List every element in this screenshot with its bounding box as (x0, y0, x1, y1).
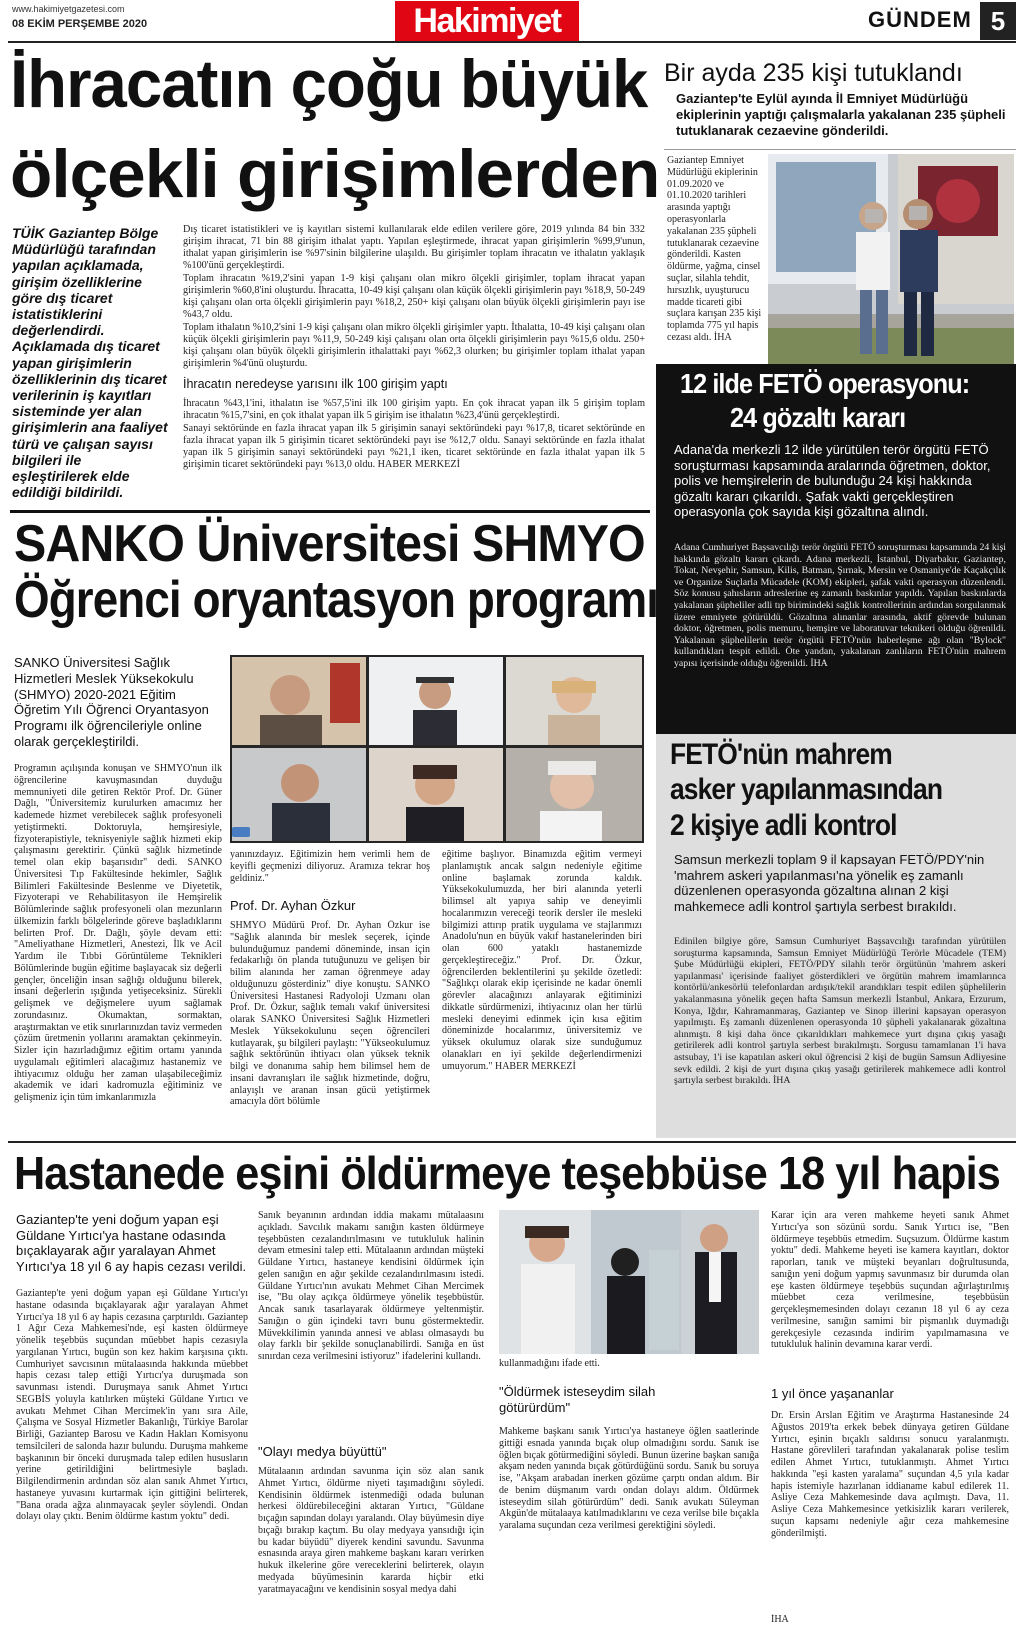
sidebar1-body: Gaziantep Emniyet Müdürlüğü ekiplerinin 01.09.2020 ve 01.10.2020 tarihleri arasında yaptığı operasyonlarla yakalanan 235 şüpheli tutuklanarak cezaevine gönderildi. Kasten öldürme, yağma, cinsel suçlar, silahla tehdit, hırsızlık, uyuşturucu madde ticareti gibi suçlara karışan 235 kişi toplamda 775 yıl hapis cezası aldı. İHA (667, 155, 762, 343)
sidebar1-rule (664, 149, 1016, 150)
article2-title-line2: Öğrenci oryantasyon programı (14, 571, 659, 629)
header-rule (8, 41, 1016, 43)
article3-subhead3: 1 yıl önce yaşananlar (771, 1386, 894, 1401)
sidebar3-box (656, 734, 1016, 1138)
article-divider (10, 510, 650, 513)
article1-paragraph: Toplam ithalatın %10,2'sini 1-9 kişi çalışanı olan mikro ölçekli girişimler yaptı. İthalatta, 10-49 kişi çalışanı olan küçük ölçekli girişimlerin payı %11,9, 50-249 kişi çalışanı olan orta ölçekli girişimlerin payı %15,6 oldu. 250+ kişi çalışanı olan büyük ölçekli girişimlerin ithalattaki payı %62,3 olurken; bu girişimler toplam ithalat yapan girişimlerin %4'ünü oluşturdu. (183, 322, 645, 369)
article3-lead: Gaziantep'te yeni doğum yapan eşi Güldane Yırtıcı'ya hastane odasında bıçaklayarak ağır yaralayan Ahmet Yırtıcı'ya 18 yıl 6 ay hapis cezası verildi. (16, 1212, 247, 1274)
article2-col3: eğitime başlıyor. Binamızda eğitim vermeyi planlamıştık ancak salgın nedeniyle eğitime online başlamak zorunda kaldık. Yüksekokulumuzda, her biri alanında yeterli bilimsel alt yapıya sahip ve deneyimli hocalarımızın vereceği teorik dersler ile mesleki bilgimizi attırıp pratik uygulama ve stajlarımızı Anadolu'nun en büyük vakıf hastanelerinden biri olan 600 yataklı hastanemizde gerçekleştireceğiz." Prof. Dr. Özkur, öğrencilerden beklentilerini şu şekilde özetledi: "Sağlıkçı olarak ekip içerisinde ne kadar önemli görevler alacağınızı anlayarak eğitiminizi dikkatle sürdürmenizi, ihtiyacınız olan her türlü mesleki deneyimi edinmek için kısa eğitim döneminizde hocalarımız, üniversitemiz ve yüksek okulumuz olarak size sunduğumuz olanakları en iyi şekilde değerlendirmenizi umuyorum." HABER MERKEZİ (442, 849, 642, 1072)
sidebar3-title-line2: asker yapılanmasından (670, 773, 943, 806)
sidebar1-title: Bir ayda 235 kişi tutuklandı (664, 59, 963, 87)
sidebar2-title-line2: 24 gözaltı kararı (730, 402, 906, 433)
article1-subhead: İhracatın neredeyse yarısını ilk 100 girişim yaptı (183, 377, 448, 391)
page-number: 5 (980, 2, 1016, 40)
article3-col3b: Mahkeme başkanı sanık Yırtıcı'ya hastaneye öğlen saatlerinde gittiği esnada yanında bıçak olup olmadığını sordu. Sanık ise öğlen bıçak götürmediğini söyledi. Bunun üzerine başkan sanığa akşam neden yanında bıçak götürdüğünü sordu. Sanık bu soruya ise, "Akşam arabadan inerken gözüme çarptı ondan aldım. Bir de benim düşmanım vardı ondan dolayı aldım. Öldürmek isteseydim silah götürürdüm" dedi. Sanık avukatı Süleyman Akgün'de mütalaaya katılmadıklarını ve ceza verilse bile bıçakla yaralama suçundan ceza verilmesi gerektiğini söyledi. (499, 1426, 759, 1531)
article3-col4a: Karar için ara veren mahkeme heyeti sanık Ahmet Yırtıcı'ya son sözünü sordu. Sanık Yırtıcı ise, "Ben öldürmeye teşebbüs etmedim. Suçsuzum. Öldürme kastım yoktu" dedi. Mahkeme heyeti ise kamera kayıtları, doktor raporları, tanık ve müşteki beyanları doğrultusunda, sanığın yeni doğum yapmış savunmasız bir durumda olan eşe kasten öldürmeye teşebbüs suçundan ağırlaştırılmış müebbet ceza verilmesine, teşebbüsün gerçekleşmemesinden dolayı cezanın 18 yıl 6 ay ceza verilmesine, sanığın samimi bir pişmanlık duymadığı gerekçesiyle cezasında indirim yapılmamasına ve tutukluluk halinin devamına karar verdi. (771, 1210, 1009, 1351)
sidebar1-photo[interactable] (768, 154, 1014, 368)
sidebar2-body: Adana Cumhuriyet Başsavcılığı terör örgütü FETÖ soruşturması kapsamında 24 kişi hakkında gözaltı kararı çıkardı. Adana merkezli, İstanbul, Diyarbakır, Gaziantep, Tokat, Nevşehir, Samsun, Kilis, Batman, Şırnak, Mersin ve Osmaniye'de Kaçakçılık ve Organize Suçlarla Mücadele (KOM) ekipleri, şafak vakti operasyon düzenlendi. Söz konusu şahısların adreslerine eş zamanlı baskınlar yapıldı. Yapılan baskınlarda yakalanan şüpheliler adli tıp birimindeki sağlık kontrollerinin ardından sorgulanmak üzere emniyete götürüldü. Gözaltına alınanlar arasında, aktif görevde bulunan doktor, öğretmen, polis memuru, hemşire ve laboratuvar teknikeri olduğu öğrenildi. Yakalanan şüphelilerin terör örgütü FETÖ'nün haberleşme ağı olan "Bylock" kullandıkları tespit edildi. Öte yandan, yakalanan zanlıların FETÖ'nün mahrem yapısı içerisinde olduğu öğrenildi. İHA (674, 542, 1006, 669)
article2-col2b: SHMYO Müdürü Prof. Dr. Ayhan Özkur ise "Sağlık alanında bir meslek seçerek, içinde bulunduğumuz pandemi döneminde, insan için fedakarlığı ön planda tutuğunuzu ve gelişen bir bilim alanında her zaman öğrenmeye aday olduğunuzu gösterdiniz" diye konuştu. SANKO Üniversitesi Hastanesi Radyoloji Uzmanı olan Prof. Dr. Özkur, sağlık temalı vakıf üniversitesi olarak SANKO Üniversitesi Sağlık Hizmetleri Meslek Yüksekokulunu seçen öğrencileri kutlayarak, şu bilgileri paylaştı: "Yükseokulumuz sağlık sektörünün ihtiyacı olan yüksek teknik bilgi ve donanıma sahip hem bilimsel hem de insani davranışları ile sağlık hizmetinde, doğru, anlayışlı ve aranan insan gücü yetiştirmek amacıyla dört bölümle (230, 920, 430, 1108)
article3-agency: İHA (771, 1614, 789, 1625)
newspaper-logo[interactable]: Hakimiyet (395, 1, 579, 41)
article1-paragraph: Toplam ihracatın %19,2'sini yapan 1-9 kişi çalışanı olan mikro ölçekli girişimler, toplam ihracat yapan girişimlerin %60,8'ini oluşturdu. İhracatta, 10-49 kişi çalışanı olan küçük ölçekli girişimlerin payı %18,9, 50-249 kişi çalışanı olan orta ölçekli girişimlerin payı %18,2, 250+ kişi çalışanı olan büyük ölçekli girişimlerin payı ise %43,7 oldu. (183, 273, 645, 320)
article3-col3a: kullanmadığını ifade etti. (499, 1358, 600, 1369)
section-label: GÜNDEM (868, 7, 972, 32)
article1-body (183, 224, 645, 499)
article3-col2a: Sanık beyanının ardından iddia makamı mütalaasını açıkladı. Savcılık makamı sanığın kasten öldürmeye teşebbüsten cezalandırılmasını ve tutukluluk halinin devam etmesini talep etti. Mütalaanın ardından müşteki Güldane Yırtıcı, hastaneye kendisini öldürmek için gelen sanığın en ağır şekilde cezalandırılmasını istedi. Güldane Yırtıcı'nın avukatı Mehmet Cihan Mercimek ise, "Bu olay açıkça öldürmeye yönelik teşebbüstür. Ancak sanık tasarlayarak öldürmeye yeltenmiştir. Sanığın o gün içindeki tavrı bunu göstermektedir. Müvekkilimin yanında annesi ve ablası olmasaydı bu olay farklı bir şekilde sonuçlanabilirdi. Sanığa en üst sınırdan ceza verilmesini istiyoruz" ifadelerini kullandı. (258, 1210, 484, 1362)
sidebar3-title-line3: 2 kişiye adli kontrol (670, 809, 897, 842)
sidebar3-title-line1: FETÖ'nün mahrem (670, 738, 892, 771)
article3-subhead2: "Öldürmek isteseydim silah götürürdüm" (499, 1384, 656, 1415)
article3-subhead1: "Olayı medya büyüttü" (258, 1444, 387, 1459)
article2-lead: SANKO Üniversitesi Sağlık Hizmetleri Meslek Yüksekokulu (SHMYO) 2020-2021 Eğitim Öğretim Yılı Öğrenci Oryantasyon Programı ilk öğrencileriyle online olarak gerçekleştirildi. (14, 655, 209, 749)
article3-col4b: Dr. Ersin Arslan Eğitim ve Araştırma Hastanesinde 24 Ağustos 2019'ta erkek bebek dünyaya getiren Güldane Yırtıcı, eşinin bıçaklı saldırısı sonucu yaralanmıştı. Hastane görevlileri tarafından yakalanarak polise teslim edilen Ahmet Yırtıcı, tutuklanmıştı. Ahmet Yırtıcı hakkında "eşi kasten yaralama" suçundan 4,5 yıla kadar hapis istemiyle hazırlanan iddianame kabul edilerek 11. Asliye Ceza Mahkemesinde dava açılmıştı. Dava, 11. Asliye Ceza Mahkemesince yetkisizlik kararı verilerek, suçun kapsamı nedeniyle ağır ceza mahkemesine gönderilmişti. (771, 1410, 1009, 1539)
article3-court-photo[interactable] (499, 1210, 759, 1354)
article2-col2a: yanınızdayız. Eğitimizin hem verimli hem de keyifli geçmenizi diliyoruz. Aramıza tekrar hoş geldiniz." (230, 849, 430, 884)
article1-paragraph: Sanayi sektöründe en fazla ihracat yapan ilk 5 girişimin sanayi sektöründeki payı %17,8, ticaret sektöründe en fazla ihracat yapan ilk 5 girişimin ticaret sektöründeki payı ise %12,7 oldu. Sanayi sektöründe en fazla ithalat yapan ilk 5 girişimin sanayi sektöründeki payı %21,1 iken, ticaret sektöründe en fazla ithalat yapan ilk 5 girişimin ticaret sektöründeki payı %13,0 oldu. HABER MERKEZİ (183, 423, 645, 470)
article1-lead: TÜİK Gaziantep Bölge Müdürlüğü tarafından yapılan açıklamada, girişim özelliklerine göre dış ticaret istatistiklerini değerlendirdi. Açıklamada dış ticaret yapan girişimlerin özelliklerinin dış ticaret verilerinin iş kayıtları sisteminde yer alan girişimlerin ana faaliyet türü ve çalışan sayısı bilgileri ile eşleştirilerek elde edildiği bildirildi. (12, 225, 168, 500)
sidebar3-body: Edinilen bilgiye göre, Samsun Cumhuriyet Başsavcılığı tarafından yürütülen soruşturma kapsamında, Samsun Emniyet Müdürlüğü Terörle Mücadele (TEM) Şube Müdürlüğü ekipleri, FETÖ/PDY silahlı terör örgütünün 'mahrem askeri yapılanması' içerisinde faaliyet gösterdikleri ve örgütün mahrem imamlarınca kontörlü/ankesörlü telefonlardan ardışık/tekil arandıkları tespit edilen şüphelilerin yakalanmasına yönelik geçen hafta Samsun merkezli İstanbul, Ankara, Erzurum, Konya, Iğdır, Kahramanmaraş, Gaziantep ve Sinop illerini kapsayan operasyon yapılmıştı. Eş zamanlı düzenlenen operasyonda 10 şüpheli yakalanarak gözaltına alınmıştı. 8 kişi daha önce çıkarıldıkları mahkemece yurt dışına çıkış yasağı getirilerek adli kontrol şartıyla serbest bırakılmıştı. Sorgusu tamamlanan 1'i hava astsubay, 1'i ise kapatılan askeri okul öğrencisi 2 kişi de bugün Samsun Adliyesine sevk edildi. 2 kişi de yurt dışına çıkış yasağı getirilerek mahkemece adli kontrol şartıyla serbest bırakıldı. İHA (674, 936, 1006, 1087)
issue-date: 08 EKİM PERŞEMBE 2020 (12, 18, 148, 30)
article1-title-line2: ölçekli girişimlerden (10, 136, 660, 212)
police-arrest-photo-image (768, 154, 1014, 368)
article2-col1: Programın açılışında konuşan ve SHMYO'nun ilk öğrencilerine kavuşmasından duyduğu memnuniyeti dile getiren Rektör Prof. Dr. Güner Dağlı, "Üniversitemiz kurulurken amacımız her kademede hizmet verebilecek sağlık profesyoneli yetiştirmekti. Doktoruyla, hemşiresiyle, fizyoterapistiyle, teknisyeniyle sağlık hizmeti ekip çalışmasını gerektirir. Çünkü sağlık hizmetinde temel olan ekip başarısıdır" dedi. SANKO Üniversitesi Tıp Fakültesinde hekimler, Sağlık Bilimleri Fakültesinde Beslenme ve Diyetetik, Fizyoterapi ve Rehabilitasyon ile Hemşirelik Bölümlerinde sağlık profesyoneli olan mezunların ülkemizin farklı bölgelerinde göreve başladıklarını belirten Prof. Dr. Dağlı, şöyle devam etti: "Ameliyathane Hizmetleri, Anestezi, İlk ve Acil Yardım ile Tıbbi Görüntüleme Teknikleri Bölümlerinde bugün eğitime başlayacak siz değerli gençler, önceliğin insan sağlığı olduğunu bilerek, insani değerlerin ışığında yetişeceksiniz. Sürekli gelişmek ve değişmelere uyum sağlamak zorundasınız. Okumaktan, sormaktan, araştırmaktan ve etik sınırlarınızdan taviz vermeden çözüm üretmenin yollarını aramaktan çekinmeyin. Sizler için hazırladığımız eğitim ortamı yanında uygulamalı eğitimleri alacağımız hastanemiz ve ihtiyacımız olduğu her zaman ulaşabileceğimiz akademik ve idari kadromuzla eğitiminiz ve gelişmeniz için tüm imkanlarımızla (14, 763, 222, 1103)
sidebar2-body-area (656, 436, 1016, 734)
article1-paragraph: İhracatın %43,1'ini, ithalatın ise %57,5'ini ilk 100 girişim yaptı. En çok ihracat yapan ilk 5 girişim toplam ihracatın %15,7'sini, en çok ithalat yapan ilk 5 girişim ise ithalatın %23,4'ünü gerçekleştirdi. (183, 398, 645, 421)
sidebar2-title-band (656, 364, 1016, 436)
article1-title-line1: İhracatın çoğu büyük (10, 46, 648, 122)
article3-col2b: Mütalaanın ardından savunma için söz alan sanık Ahmet Yırtıcı, öldürme niyeti taşımadığını söyledi. Kendisinin öldürmek istenmediği odada bulunan herkesi öldürebileceğini aktaran Yırtıcı, "Güldane bıçağın sapından dolayı yaralandı. Olay büyümesin diye bıçağı bırakıp kaçtım. Bu olay medyaya yansıdığı için bu kadar büyüdü" diyerek kendini savundu. Savunma esnasında araya giren mahkeme başkanı kararı verirken hukuk ilkelerine göre vereceklerini belirterek, olayın medyada büyümesinin kararda hiçbir etki yaratmayacağını ve kendisinin sosyal medya dahi (258, 1466, 484, 1595)
sidebar3-lead: Samsun merkezli toplam 9 il kapsayan FETÖ/PDY'nin 'mahrem askeri yapılanması'na yönelik eş zamanlı düzenlenen operasyonda gözaltına alınan 2 kişi mahkemece adli kontrol şartıyla serbest bırakıldı. (674, 852, 985, 914)
website-url[interactable]: www.hakimiyetgazetesi.com (12, 4, 125, 14)
online-orientation-screenshot-image (230, 655, 644, 843)
article2-video-call-photo[interactable] (230, 655, 644, 843)
article3-title: Hastanede eşini öldürmeye teşebbüse 18 yıl hapis (14, 1147, 1000, 1199)
sidebar2-lead: Adana'da merkezli 12 ilde yürütülen terör örgütü FETÖ soruşturması kapsamında aralarında öğretmen, doktor, polis ve hemşirelerin de bulunduğu 24 kişi hakkında gözaltı kararı çıkarıldı. Şafak vakti gerçekleştiren operasyonla çok sayıda kişi gözaltına alındı. (674, 442, 991, 520)
article3-col1: Gaziantep'te yeni doğum yapan eşi Güldane Yırtıcı'yı hastane odasında bıçaklayarak ağır yaralayan Ahmet Yırtıcı'ya 18 yıl 6 ay hapis cezasına çarptırıldı. Gaziantep 1 Ağır Ceza Mahkemesi'nde, eşi kasten öldürmeye yönelik teşebbüs suçundan müebbet hapis cezasıyla yargılanan Yırtıcı, bugün son kez hakim karşısına çıktı. Cumhuriyet savcısının mütalaasında hakkında müebbet hapis cezası talep ettiği Yırtıcı'ya duruşmada son savunması istendi. Duruşmaya sanık Ahmet Yırtıcı SEGBİS yoluyla katılırken müşteki Güldane Yırtıcı ve avukatı Mehmet Cihan Mercimek'in yanı sıra Aile, Çalışma ve Sosyal Hizmetler Bakanlığı, Türkiye Barolar Birliği, Gaziantep Barosu ve Kadın Hakları Komisyonu temsilcileri de salonda hazır bulundu. Duruşma mahkeme başkanının bir önceki duruşmada talep edilen hususların yerine getirildiğini belirtmesiyle başladı. Bilgilendirmenin ardından söz alan sanık Ahmet Yırtıcı, hastaneye yuvasını kurtarmak için gittiğini belirterek, "Bana orada ağza alınmayacak şeyler söylendi. Ondan dolayı olay çıktı. Benim öldürme kastım yoktu" dedi. (16, 1288, 248, 1523)
article1-paragraph: Dış ticaret istatistikleri ve iş kayıtları sistemi kullanılarak elde edilen verilere göre, 2019 yılında 84 bin 332 girişim ihracat, 71 bin 88 girişim ithalat yaptı. Yapılan eşleştirmede, ihracat yapan girişimlerin %99,9'unun, ithalat yapan girişimlerin ise %97'sinin bilgilerine ulaşıldı. Bu girişimler toplam ihracatın ve ithalatın yaklaşık %100'ünü gerçekleştirdi. (183, 224, 645, 271)
sidebar2-title-line1: 12 ilde FETÖ operasyonu: (680, 368, 970, 399)
courthouse-people-photo-image (499, 1210, 759, 1354)
article2-title-line1: SANKO Üniversitesi SHMYO (14, 515, 645, 573)
article-divider (8, 1141, 1016, 1143)
article2-subhead: Prof. Dr. Ayhan Özkur (230, 898, 356, 913)
sidebar1-lead: Gaziantep'te Eylül ayında İl Emniyet Müdürlüğü ekiplerinin yaptığı çalışmalarla yakalanan 235 şüpheli tutuklanarak cezaevine gönderildi. (676, 91, 1006, 138)
